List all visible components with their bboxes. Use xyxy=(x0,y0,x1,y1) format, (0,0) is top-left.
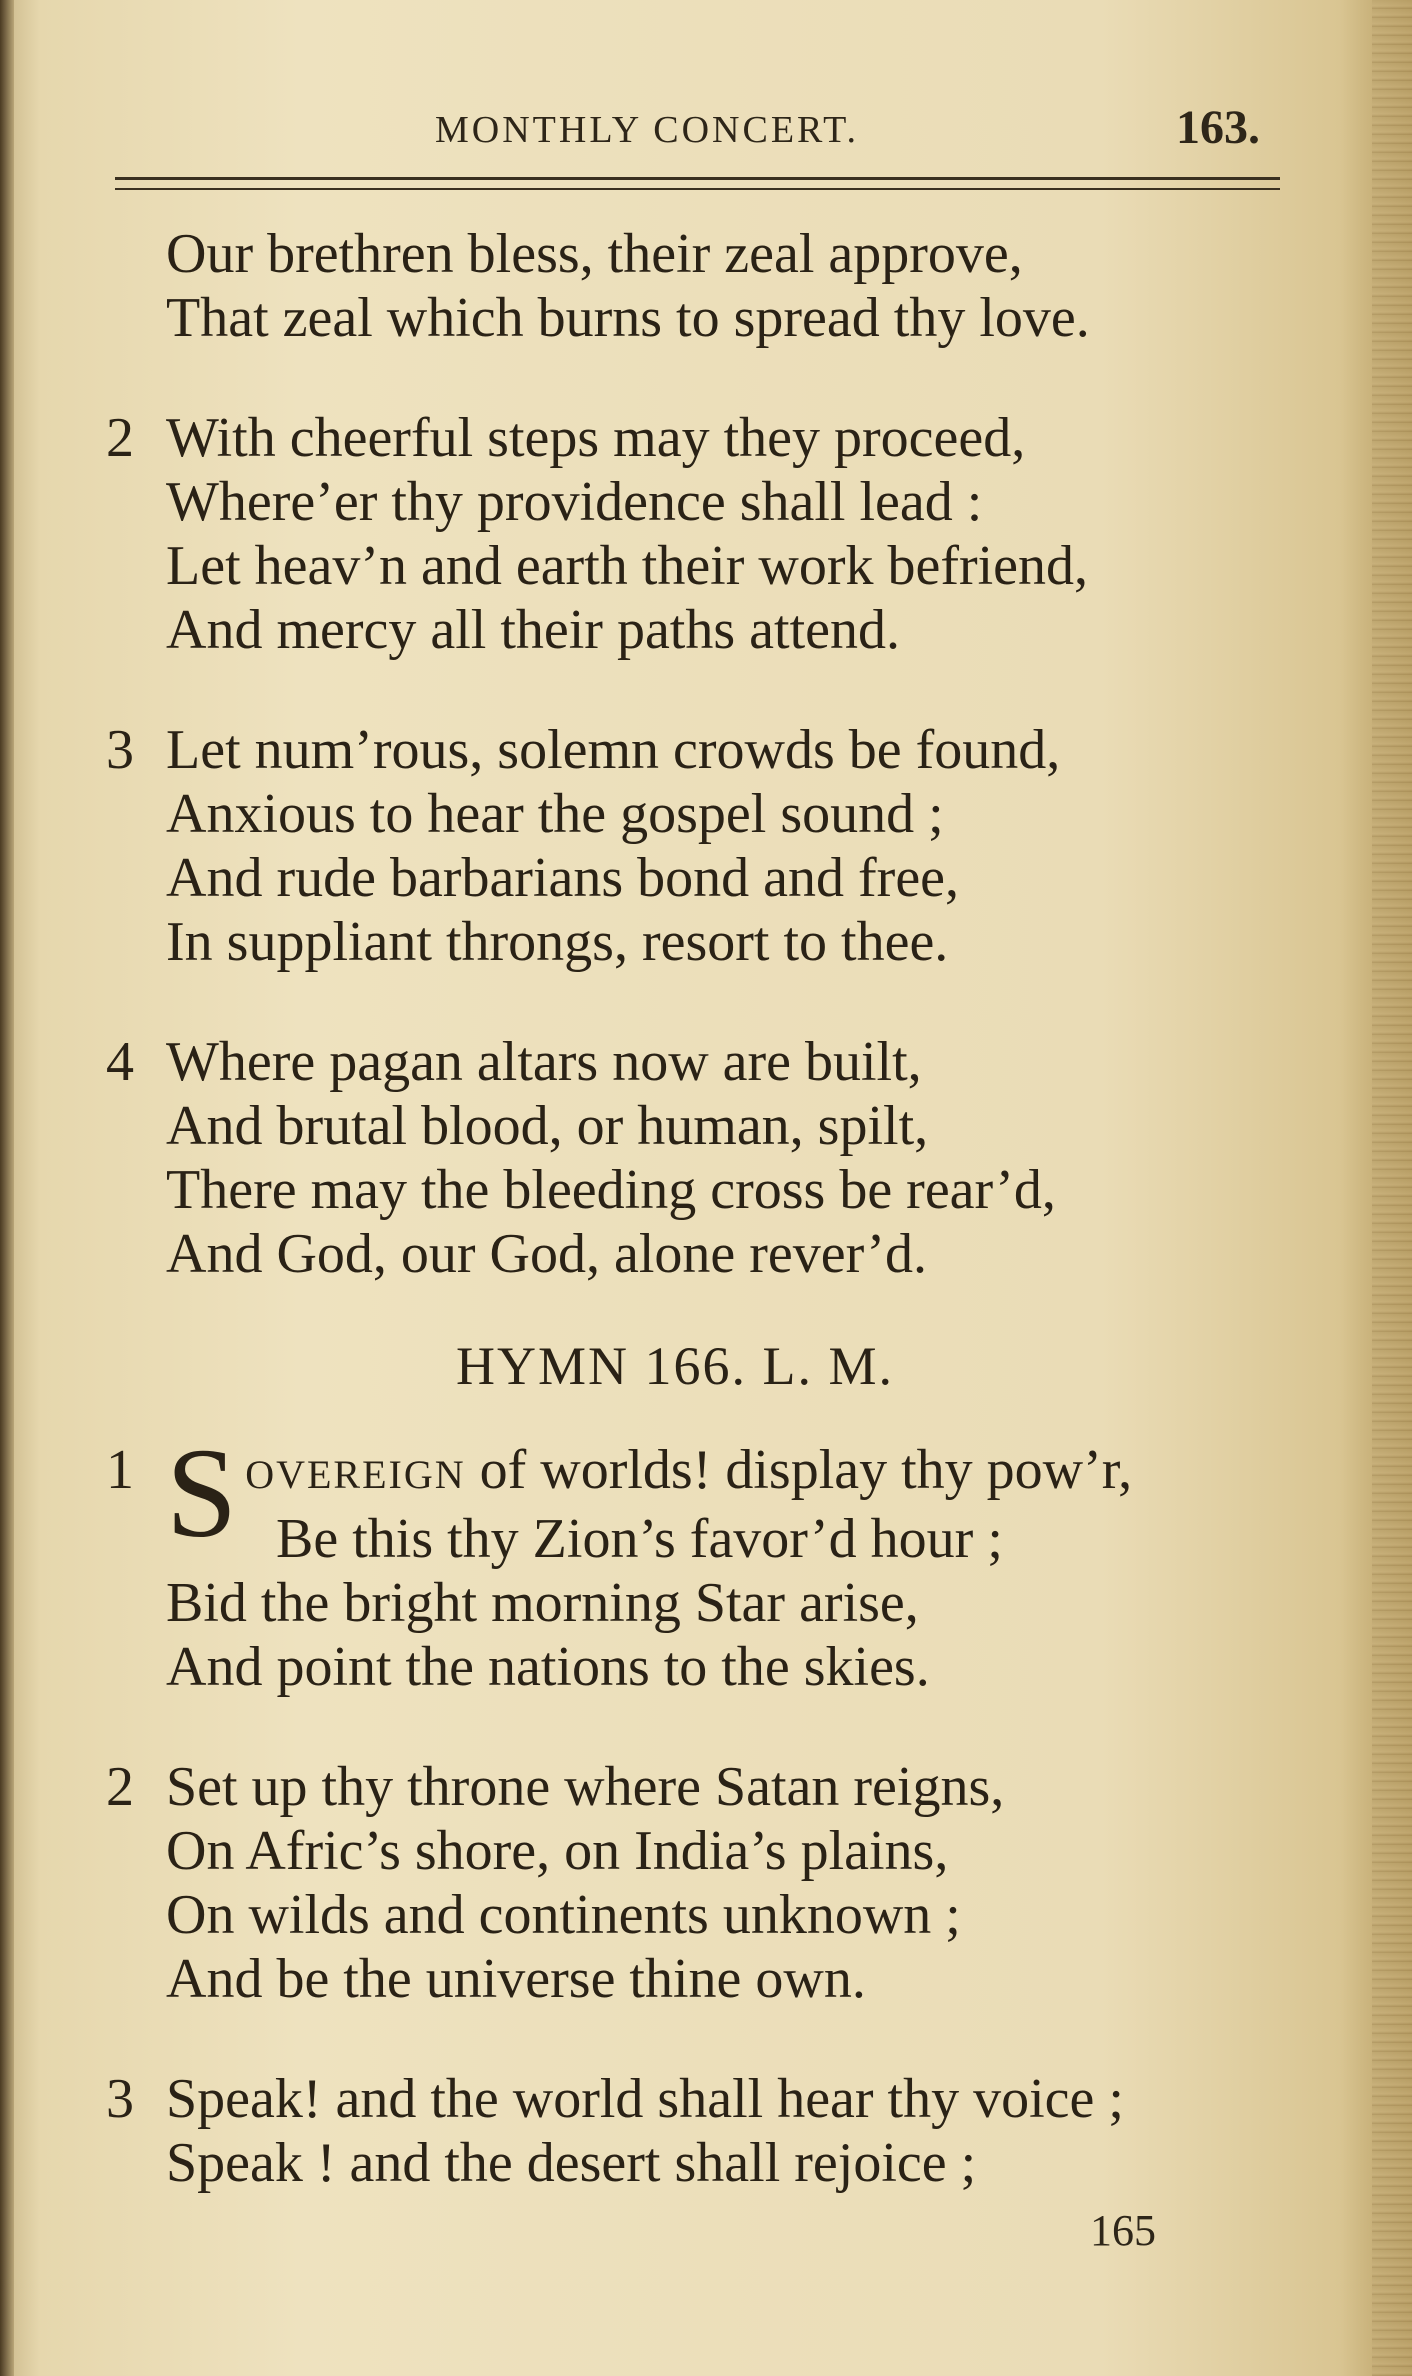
stanza xyxy=(90,1755,1320,2011)
verse-line: And rude barbarians bond and free, xyxy=(166,847,960,909)
verse-line: Bid the bright morning Star arise, xyxy=(166,1572,919,1634)
verse-line: Where pagan altars now are built, xyxy=(166,1031,922,1093)
footer-page-number: 165 xyxy=(1090,2206,1156,2255)
verse-line: In suppliant throngs, resort to thee. xyxy=(166,911,949,973)
verse-line: That zeal which burns to spread thy love. xyxy=(166,287,1090,349)
verse-line: Speak! and the world shall hear thy voice ; xyxy=(166,2068,1124,2130)
verse-line: Where’er thy providence shall lead : xyxy=(166,471,983,533)
page-content xyxy=(90,222,1320,2251)
running-title: MONTHLY CONCERT. xyxy=(435,109,860,151)
stanza-number: 2 xyxy=(106,407,134,469)
continued-stanza xyxy=(90,222,1320,350)
stanza xyxy=(90,1422,1320,1699)
stanza xyxy=(90,1030,1320,1286)
verse-line: Set up thy throne where Satan reigns, xyxy=(166,1756,1005,1818)
verse-line: Speak ! and the desert shall rejoice ; xyxy=(166,2132,977,2194)
verse-line: There may the bleeding cross be rear’d, xyxy=(166,1159,1056,1221)
verse-line: On Afric’s shore, on India’s plains, xyxy=(166,1820,949,1882)
stanza xyxy=(90,406,1320,662)
verse-line: Our brethren bless, their zeal approve, xyxy=(166,223,1023,285)
verse-line: And point the nations to the skies. xyxy=(166,1636,930,1698)
header-rule-thin xyxy=(115,188,1280,190)
verse-line: Let num’rous, solemn crowds be found, xyxy=(166,719,1061,781)
stanza xyxy=(90,2067,1320,2195)
hymn-title: HYMN 166. L. M. xyxy=(455,1336,894,1396)
verse-line: Be this thy Zion’s favor’d hour ; xyxy=(276,1508,1003,1570)
stanza-number: 4 xyxy=(106,1031,134,1093)
verse-line: With cheerful steps may they proceed, xyxy=(166,407,1026,469)
page-binding-edge xyxy=(0,0,14,2376)
verse-line: On wilds and continents unknown ; xyxy=(166,1884,961,1946)
small-caps-word: OVEREIGN xyxy=(245,1452,466,1497)
verse-line: Let heav’n and earth their work befriend, xyxy=(166,535,1089,597)
page-fore-edge xyxy=(1372,0,1412,2376)
drop-cap: S xyxy=(166,1422,238,1564)
page-header xyxy=(115,100,1280,160)
header-page-number: 163. xyxy=(1176,101,1260,154)
verse-line: And brutal blood, or human, spilt, xyxy=(166,1095,929,1157)
stanza-number: 2 xyxy=(106,1756,134,1818)
verse-line: Anxious to hear the gospel sound ; xyxy=(166,783,944,845)
stanza-number: 3 xyxy=(106,2068,134,2130)
verse-line-rest: of worlds! display thy pow’r, xyxy=(465,1439,1133,1501)
stanza-number: 3 xyxy=(106,719,134,781)
verse-line: And mercy all their paths attend. xyxy=(166,599,900,661)
header-rule-thick xyxy=(115,177,1280,180)
stanza-number: 1 xyxy=(106,1439,134,1501)
stanza xyxy=(90,718,1320,974)
verse-line: And be the universe thine own. xyxy=(166,1948,866,2010)
verse-line: And God, our God, alone rever’d. xyxy=(166,1223,927,1285)
